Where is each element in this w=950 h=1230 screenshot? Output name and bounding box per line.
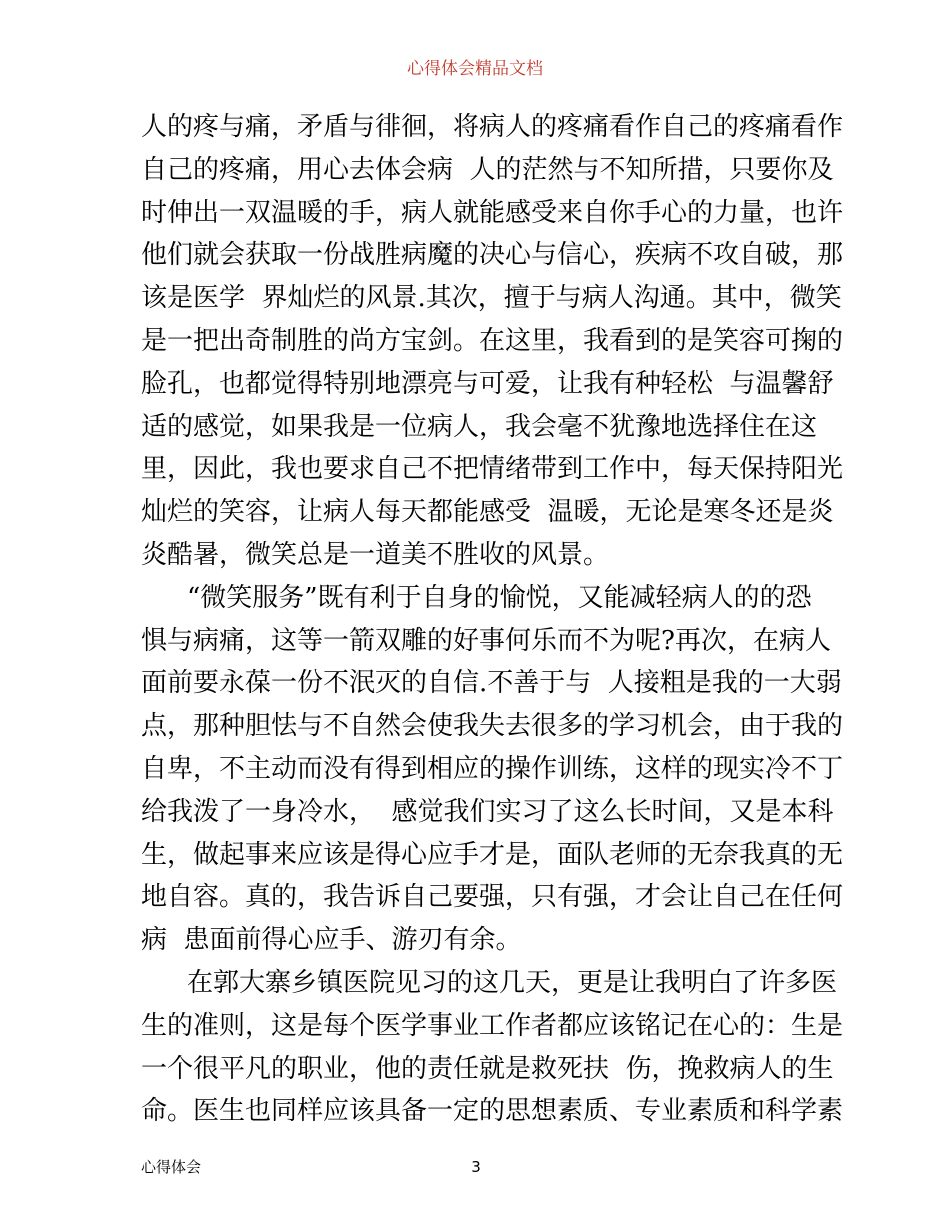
text-line: 脸孔，也都觉得特别地漂亮与可爱，让我有种轻松 与温馨舒 [141, 368, 834, 399]
text-line: 该是医学 界灿烂的风景.其次，擅于与病人沟通。其中，微笑 [141, 283, 842, 314]
text-line: 生的准则，这是每个医学事业工作者都应该铭记在心的：生是 [141, 1010, 844, 1041]
text-line: 是一把出奇制胜的尚方宝剑。在这里，我看到的是笑容可掬的 [141, 325, 844, 356]
text-line: 时伸出一双温暖的手，病人就能感受来自你手心的力量，也许 [141, 197, 844, 228]
text-line: 他们就会获取一份战胜病魔的决心与信心，疾病不攻自破，那 [141, 240, 844, 271]
text-line: 自卑，不主动而没有得到相应的操作训练，这样的现实冷不丁 [141, 753, 844, 784]
footer-label: 心得体会 [141, 1158, 202, 1176]
text-line: 炎酷暑，微笑总是一道美不胜收的风景。 [141, 539, 610, 570]
paragraph-start-line: “微笑服务”既有利于自身的愉悦，又能减轻病人的的恐 [187, 582, 812, 613]
paragraph-start-line: 在郭大寨乡镇医院见习的这几天，更是让我明白了许多医 [187, 967, 838, 998]
text-line: 点，那种胆怯与不自然会使我失去很多的学习机会，由于我的 [141, 711, 844, 742]
text-line: 惧与病痛，这等一箭双雕的好事何乐而不为呢?再次，在病人 [141, 625, 831, 656]
text-line: 灿烂的笑容，让病人每天都能感受 温暖，无论是寒冬还是炎 [141, 497, 834, 528]
document-header-title: 心得体会精品文档 [407, 59, 543, 79]
page-number: 3 [471, 1158, 481, 1176]
text-line: 命。医生也同样应该具备一定的思想素质、专业素质和科学素 [141, 1096, 844, 1127]
document-body [141, 106, 844, 1133]
text-line: 人的疼与痛，矛盾与徘徊，将病人的疼痛看作自己的疼痛看作 [141, 112, 844, 142]
text-line: 自己的疼痛，用心去体会病 人的茫然与不知所措，只要你及 [141, 154, 834, 185]
text-line: 生，做起事来应该是得心应手才是，面队老师的无奈我真的无 [141, 839, 844, 870]
text-line: 给我泼了一身冷水， 感觉我们实习了这么长时间，又是本科 [141, 796, 834, 827]
text-line: 病 患面前得心应手、游刃有余。 [141, 925, 522, 956]
text-line: 一个很平凡的职业，他的责任就是救死扶 伤，挽救病人的生 [141, 1053, 834, 1084]
text-line: 适的感觉，如果我是一位病人，我会毫不犹豫地选择住在这 [141, 411, 818, 442]
text-line: 里，因此，我也要求自己不把情绪带到工作中，每天保持阳光 [141, 454, 844, 485]
text-line: 地自容。真的，我告诉自己要强，只有强，才会让自己在任何 [141, 882, 844, 913]
text-line: 面前要永葆一份不泯灭的自信.不善于与 人接粗是我的一大弱 [141, 668, 842, 699]
